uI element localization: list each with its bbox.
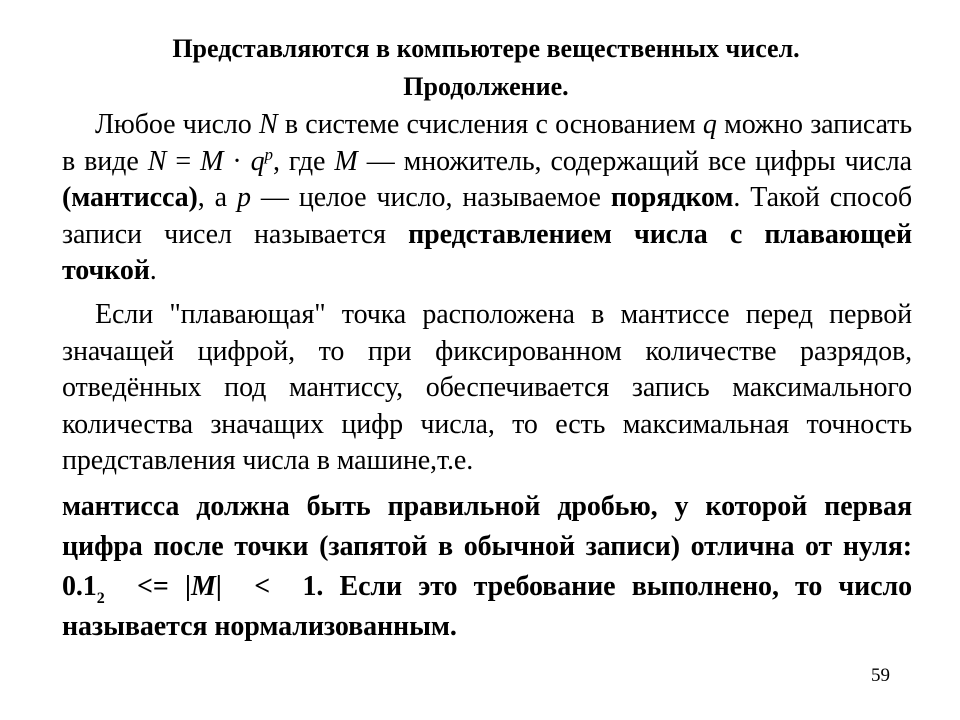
page-number: 59: [871, 665, 890, 686]
paragraph-floating-point: Если "плавающая" точка расположена в мантиссе перед первой значащей цифрой, то при фиксированном количестве разрядов, отведённых под мантиссу, обеспечивается запись максимального количества значащих цифр числа, то есть максимальная точность представления числа в машине,т.е.: [62, 299, 912, 477]
text-run: <= |: [104, 571, 191, 602]
exponent-p: p: [264, 144, 273, 164]
var-q: q: [702, 109, 717, 140]
text-run: — целое число, называемое: [250, 182, 611, 214]
text-run: | < 1. Если это требование выполнено, то число называется нормализованным.: [62, 571, 919, 642]
var-M: M: [200, 145, 224, 177]
text-run: — множитель, содержащий все цифры числа: [357, 145, 912, 177]
var-N: N: [258, 109, 278, 140]
text-run: , где: [272, 145, 335, 177]
text-run: мантисса должна быть правильной дробью, у которой первая цифра после точки (запятой в обычной записи) отлична от нуля: 0.1: [62, 491, 912, 602]
term-floating-point: представлением числа с плавающей точкой: [62, 218, 913, 287]
paragraph-normalized: [62, 487, 919, 647]
text-run: в системе счисления с основанием: [277, 109, 703, 140]
paragraph-mantissa-definition: [62, 107, 912, 290]
text-run: .: [149, 255, 157, 287]
text-run: , а: [197, 182, 237, 214]
var-M: M: [334, 145, 358, 177]
text-run: Любое число: [95, 109, 259, 140]
var-M: M: [191, 571, 216, 602]
text-run: можно записать в виде: [62, 109, 912, 177]
subscript-base: 2: [96, 590, 105, 607]
slide-subtitle: Продолжение.: [403, 72, 569, 101]
multiply-dot: ·: [223, 145, 251, 177]
term-mantissa: (мантисса): [62, 182, 198, 214]
term-order: порядком: [610, 182, 734, 214]
var-p: p: [237, 182, 251, 214]
var-q: q: [250, 145, 265, 177]
slide-title: Представляются в компьютере вещественных чисел.: [172, 34, 800, 63]
text-run: . Такой способ записи чисел называется: [62, 182, 912, 250]
var-N: N: [147, 145, 167, 177]
text-run: =: [166, 145, 201, 177]
